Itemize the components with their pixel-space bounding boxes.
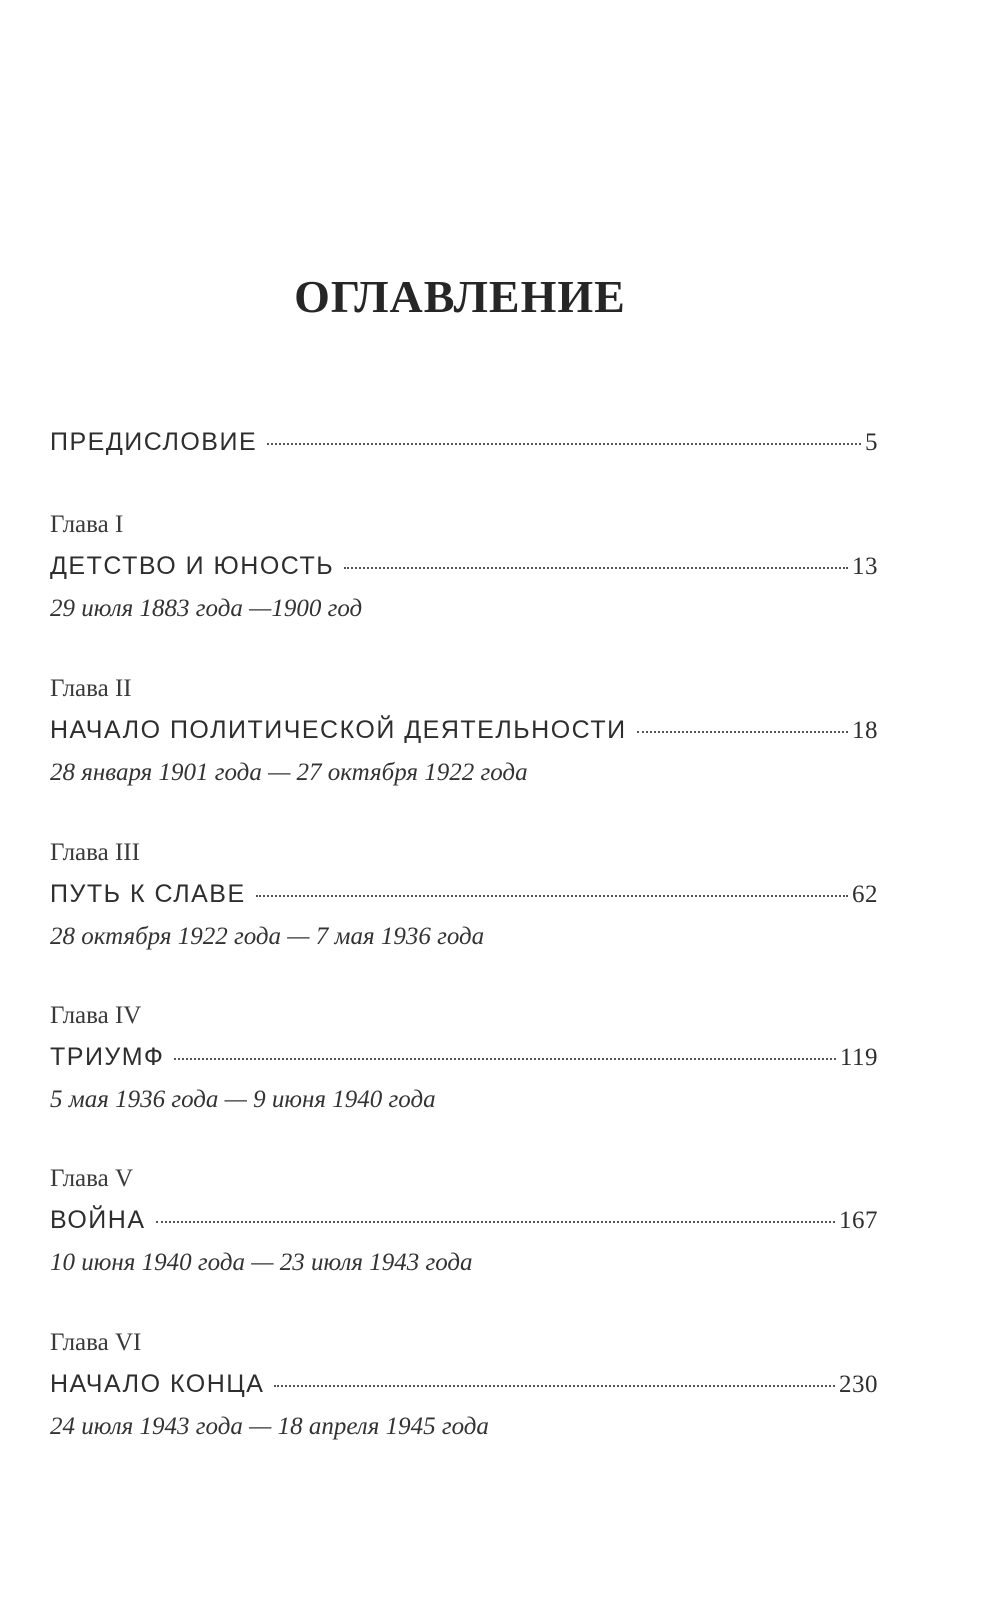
entry-page-number: 119	[839, 1044, 878, 1071]
toc-entry-line[interactable]	[50, 428, 878, 470]
toc-entry-chapter[interactable]	[50, 674, 878, 788]
entry-title: ПРЕДИСЛОВИЕ	[50, 428, 258, 456]
chapter-dates: 29 июля 1883 года —1900 год	[50, 595, 363, 622]
entry-page-number: 230	[839, 1371, 878, 1398]
dot-leader	[267, 443, 861, 445]
toc-entry-line[interactable]	[50, 552, 878, 594]
chapter-dates: 28 октября 1922 года — 7 мая 1936 года	[50, 923, 485, 950]
dot-leader	[274, 1385, 835, 1387]
chapter-label: Глава VI	[50, 1329, 142, 1356]
toc-entry-line[interactable]	[50, 1043, 878, 1085]
entry-title: ТРИУМФ	[50, 1043, 165, 1071]
dot-leader	[256, 895, 848, 897]
toc-entry-line[interactable]	[50, 716, 878, 758]
toc-entry-line[interactable]	[50, 1370, 878, 1412]
toc-entry-chapter[interactable]	[50, 1164, 878, 1278]
entry-page-number: 62	[852, 881, 878, 908]
entry-page-number: 167	[839, 1207, 878, 1234]
chapter-label: Глава II	[50, 675, 132, 702]
chapter-label: Глава V	[50, 1165, 134, 1192]
entry-page-number: 5	[865, 429, 878, 456]
entry-title: НАЧАЛО КОНЦА	[50, 1370, 265, 1398]
dot-leader	[637, 731, 848, 733]
entry-page-number: 18	[852, 717, 878, 744]
chapter-label: Глава IV	[50, 1002, 142, 1029]
chapter-dates: 28 января 1901 года — 27 октября 1922 года	[50, 759, 528, 786]
dot-leader	[174, 1058, 836, 1060]
chapter-dates: 5 мая 1936 года — 9 июня 1940 года	[50, 1086, 436, 1113]
entry-title: ДЕТСТВО И ЮНОСТЬ	[50, 552, 335, 580]
chapter-label: Глава I	[50, 511, 124, 538]
entry-title: НАЧАЛО ПОЛИТИЧЕСКОЙ ДЕЯТЕЛЬНОСТИ	[50, 716, 627, 744]
page-title: ОГЛАВЛЕНИЕ	[294, 271, 626, 322]
dot-leader	[156, 1221, 836, 1223]
toc-entry-chapter[interactable]	[50, 1328, 878, 1442]
entry-title: ПУТЬ К СЛАВЕ	[50, 880, 246, 908]
chapter-label: Глава III	[50, 839, 140, 866]
entry-title: ВОЙНА	[50, 1206, 146, 1234]
entry-page-number: 13	[852, 553, 878, 580]
toc-entry-line[interactable]	[50, 880, 878, 922]
toc-entry-preface[interactable]	[50, 428, 878, 470]
toc-entry-chapter[interactable]	[50, 838, 878, 952]
toc-entry-line[interactable]	[50, 1206, 878, 1248]
toc-entry-chapter[interactable]	[50, 1001, 878, 1115]
chapter-dates: 10 июня 1940 года — 23 июля 1943 года	[50, 1249, 473, 1276]
dot-leader	[344, 567, 848, 569]
chapter-dates: 24 июля 1943 года — 18 апреля 1945 года	[50, 1413, 489, 1440]
toc-entry-chapter[interactable]	[50, 510, 878, 624]
